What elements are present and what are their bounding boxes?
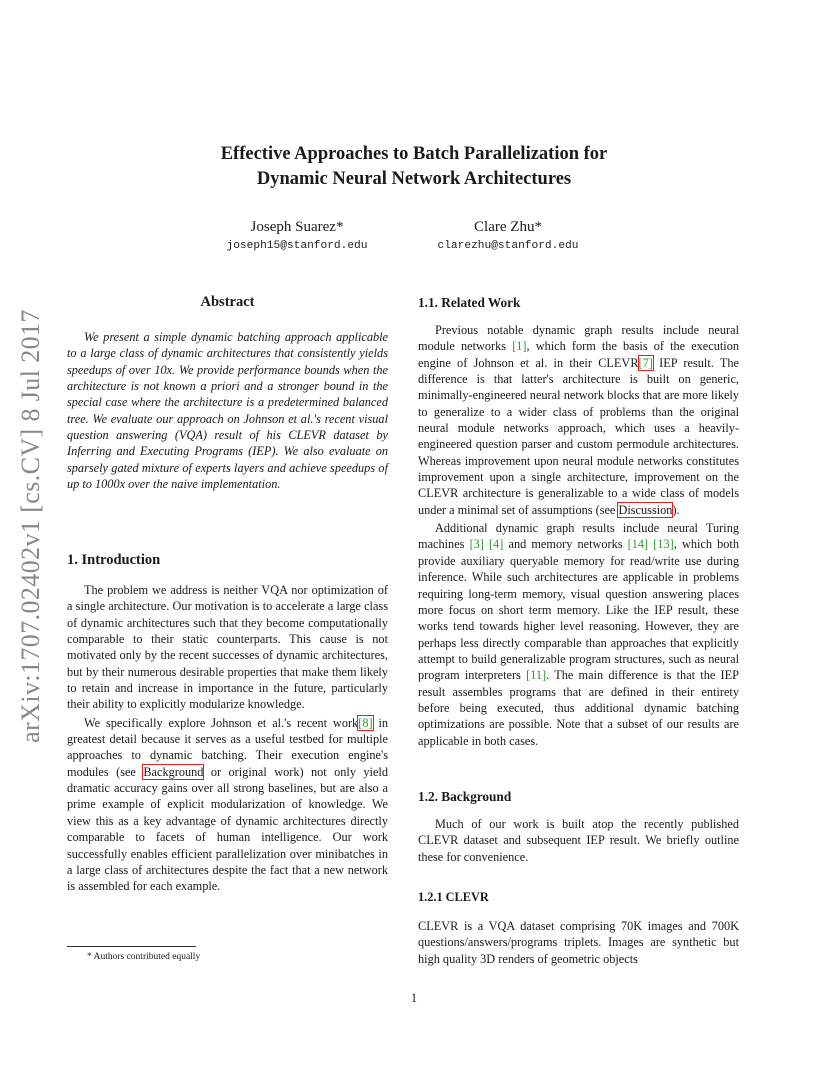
footnote: * Authors contributed equally (87, 952, 201, 962)
clevr-body (418, 918, 739, 967)
introduction-heading: 1. Introduction (67, 552, 161, 568)
background-paragraph: Much of our work is built atop the recently published CLEVR dataset and subsequent IEP result. We briefly outline these for convenience. (418, 817, 739, 864)
author-block-1 (212, 219, 382, 252)
author-name: Clare Zhu* (474, 219, 542, 235)
clevr-heading: 1.2.1 CLEVR (418, 890, 489, 904)
footnote-divider (67, 946, 196, 947)
related-work-heading: 1.1. Related Work (418, 295, 521, 310)
discussion-link[interactable]: Discussion (618, 502, 673, 517)
related-work-paragraph-1: Previous notable dynamic graph results include neural module networks [1], which form the basis of the execution engine of Johnson et al. in their CLEVR[7] IEP result. The difference is that latter's architecture is built on generic, minimally-engineered neural network blocks that are more likely to generalize to a wider class of problems than the original neural module networks approach, which uses a heavily-engineered question parser and custom permodule architectures. Whereas improvement upon neural module networks constitutes improvement upon a single architecture, improvement on the CLEVR architecture is generalizable to a wide class of models under a minimal set of assumptions (see Discussion). (418, 323, 739, 517)
background-heading: 1.2. Background (418, 789, 512, 804)
introduction-paragraph-2: We specifically explore Johnson et al.'s recent work[8] in greatest detail because it serves as a useful testbed for multiple approaches to dynamic batching. Their execution engine's modules (see Background or original work) not only yield dramatic accuracy gains over all strong baselines, but are also a prime example of explicit modularization of knowledge. We view this as a key advantage of dynamic architectures directly comparable to facets of human intelligence. Our work successfully enables efficient parallelization over minibatches in a large class of architectures despite the fact that a new network is assembled for each example. (67, 715, 389, 894)
related-work-paragraph-2: Additional dynamic graph results include neural Turing machines [3] [4] and memory networks [14] [13], which both provide auxiliary queryable memory for read/write use during inference. While such architectures are applicable in problems requiring long-term memory, visual question answering places more focus on short term memory. Like the IEP result, these works tend towards higher level reasoning. However, they are perhaps less directly comparable than approaches that explicitly attempt to build generalizable program structures, such as neural program interpreters [11]. The main difference is that the IEP result assembles programs that are defined in their entirety before being executed, thus additional dynamic batching optimizations are possible. Note that a subset of our results are applicable in both cases. (418, 521, 740, 748)
citation-link[interactable]: [11] (526, 668, 547, 683)
citation-link[interactable]: [4] (489, 537, 504, 552)
abstract-paragraph: We present a simple dynamic batching approach applicable to a large class of dynamic architectures that consistently yields speedups of over 10x. We provide performance bounds when the architecture is not known a priori and a stronger bound in the special case where the architecture is a predetermined balanced tree. We evaluate our approach on Johnson et al.'s recent visual question answering (VQA) result of his CLEVR dataset by Inferring and Executing Programs (IEP). We also evaluate on sparsely gated mixture of experts layers and achieve speedups of up to 1000x over the naive implementation. (67, 330, 388, 492)
citation-link[interactable]: [3] (469, 537, 484, 552)
abstract-heading: Abstract (200, 294, 255, 310)
introduction-paragraph-1: The problem we address is neither VQA nor optimization of a single architecture. Our motivation is to accelerate a large class of dynamic architectures such that they become computationally comparable to their static counterparts. This cause is not motivated only by the recent successes of dynamic architectures, but by their numerous desirable properties that make them likely to retain and increase in importance in the future, particularly their ability to explicitly modularize knowledge. (67, 583, 388, 712)
arxiv-id: arXiv:1707.02402v1 [cs.CV] 8 Jul 2017 (16, 309, 45, 743)
author-email: joseph15@stanford.edu (226, 240, 368, 252)
citation-link[interactable]: [14] (627, 537, 649, 552)
background-link[interactable]: Background (143, 764, 204, 779)
introduction-body (67, 582, 388, 895)
abstract-text (67, 329, 388, 492)
arxiv-stamp (16, 300, 46, 752)
author-name: Joseph Suarez* (250, 219, 344, 235)
paper-title (0, 142, 828, 192)
citation-link[interactable]: [7] (638, 355, 653, 370)
author-email: clarezhu@stanford.edu (437, 240, 579, 252)
author-block-2 (423, 219, 593, 252)
clevr-paragraph: CLEVR is a VQA dataset comprising 70K images and 700K questions/answers/programs triplets. Images are synthetic but high quality 3D renders of geometric objects (418, 919, 739, 966)
title-line-2: Dynamic Neural Network Architectures (256, 169, 572, 189)
related-work-body (418, 322, 739, 749)
page-number: 1 (410, 991, 418, 1005)
citation-link[interactable]: [13] (653, 537, 674, 552)
citation-link[interactable]: [8] (358, 715, 373, 730)
title-line-1: Effective Approaches to Batch Parallelization for (220, 144, 608, 164)
citation-link[interactable]: [1] (512, 339, 527, 354)
background-body (418, 816, 739, 865)
